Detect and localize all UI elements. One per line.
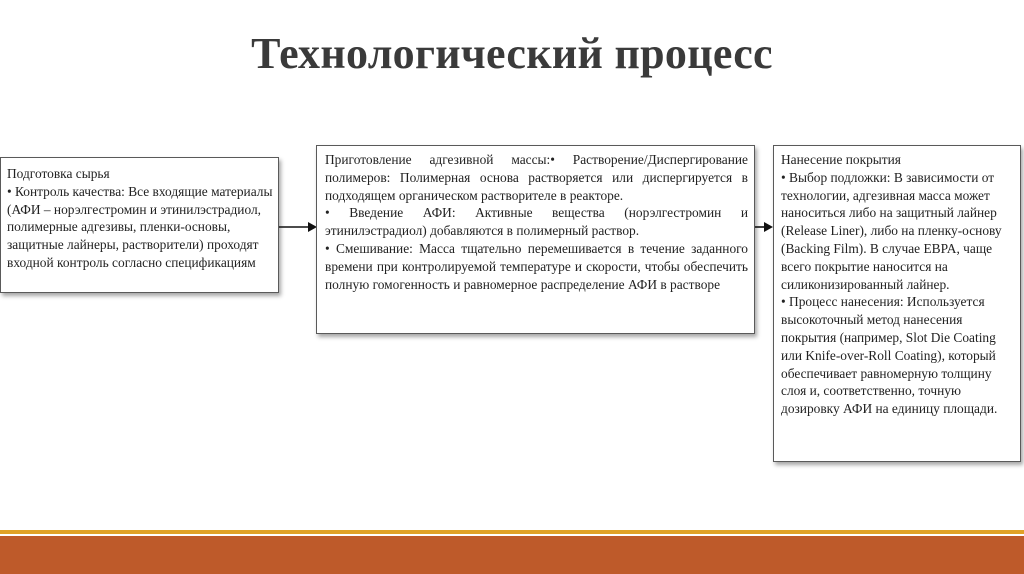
- arrow-right-icon: [755, 220, 775, 234]
- step-bullet: • Контроль качества: Все входящие материалы (АФИ – норэлгестромин и этинилэстрадиол, полимерные адгезивы, пленки-основы, защитные лайнеры, растворители) проходят входной контроль согласно спецификациям: [7, 183, 273, 270]
- step-bullet: • Смешивание: Масса тщательно перемешивается в течение заданного времени при контролируемой температуре и скорости, чтобы обеспечить полную гомогенность и равномерное распределение АФИ в растворе: [325, 240, 748, 292]
- step-raw-material-box: [0, 157, 279, 293]
- slide-title: Технологический процесс: [251, 29, 773, 78]
- step-adhesive-mass-box: [316, 145, 755, 334]
- step-coating-box: [773, 145, 1021, 462]
- arrow-right-icon: [279, 220, 319, 234]
- step-bullet: • Выбор подложки: В зависимости от технологии, адгезивная масса может наноситься либо на защитный лайнер (Release Liner), либо на пленку-основу (Backing Film). В случае EBPA, чаще всего покрытие наносится на силиконизированный лайнер.: [781, 169, 1002, 292]
- step-heading: Подготовка сырья: [7, 166, 110, 181]
- step-bullet: • Введение АФИ: Активные вещества (норэлгестромин и этинилэстрадиол) добавляются в полимерный раствор.: [325, 205, 748, 239]
- step-paragraph: Приготовление адгезивной массы:• Растворение/Диспергирование полимеров: Полимерная основа растворяется или диспергируется в подходящем органическом растворителе в реакторе.: [325, 152, 748, 203]
- step-heading: Нанесение покрытия: [781, 152, 901, 167]
- step-bullet: • Процесс нанесения: Используется высокоточный метод нанесения покрытия (например, Slot Die Coating или Knife-over-Roll Coating), который обеспечивает равномерную толщину слоя и, соответственно, точную дозировку АФИ на единицу площади.: [781, 294, 998, 417]
- footer-accent-line: [0, 530, 1024, 534]
- footer-bar: [0, 536, 1024, 574]
